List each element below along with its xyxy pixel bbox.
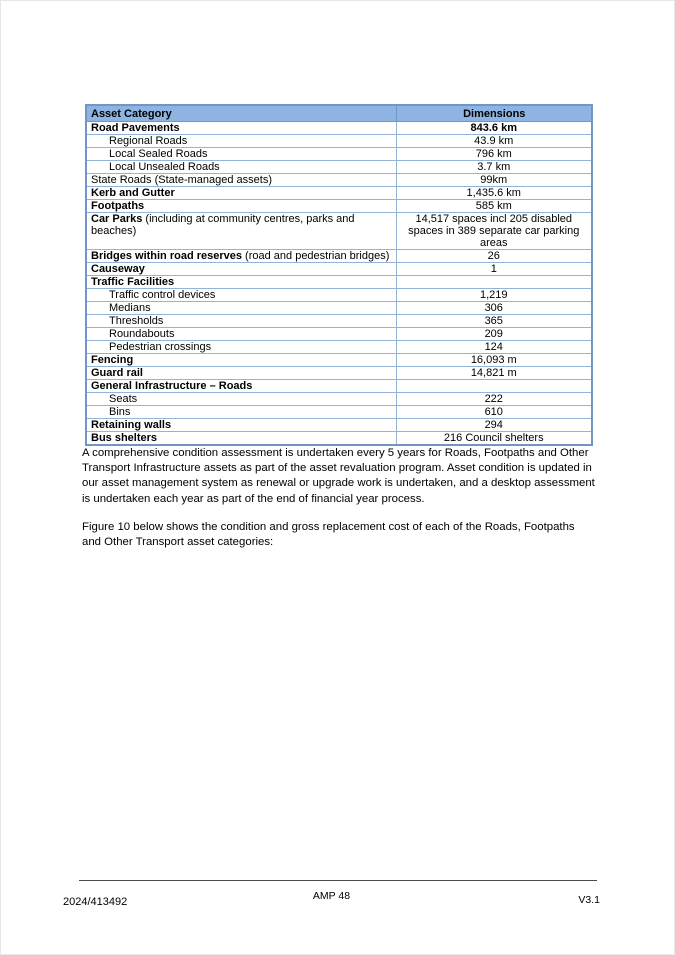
dimension-cell: 1 (396, 263, 592, 276)
dimension-cell: 365 (396, 315, 592, 328)
paragraph-figure-10-intro: Figure 10 below shows the condition and gross replacement cost of each of the Roads, Footpaths and Other Transport asset categories: (82, 520, 575, 549)
table-row (86, 263, 592, 276)
asset-category-cell: Causeway (86, 263, 396, 276)
asset-category-cell: Car Parks (including at community centres, parks and beaches) (86, 213, 396, 250)
table-row (86, 135, 592, 148)
dimension-cell: 3.7 km (396, 161, 592, 174)
dimension-cell (396, 380, 592, 393)
dimension-cell: 306 (396, 302, 592, 315)
asset-category-cell: Regional Roads (86, 135, 396, 148)
asset-table-body (86, 122, 592, 446)
table-row (86, 174, 592, 187)
footer-divider (79, 880, 597, 881)
asset-category-cell: Roundabouts (86, 328, 396, 341)
table-row (86, 289, 592, 302)
table-row (86, 200, 592, 213)
table-row (86, 302, 592, 315)
asset-category-header: Asset Category (86, 105, 396, 122)
table-row (86, 432, 592, 446)
asset-category-cell: Bridges within road reserves (road and pedestrian bridges) (86, 250, 396, 263)
asset-category-cell: General Infrastructure – Roads (86, 380, 396, 393)
dimensions-header: Dimensions (396, 105, 592, 122)
asset-category-cell: Road Pavements (86, 122, 396, 135)
table-row (86, 393, 592, 406)
dimension-cell: 585 km (396, 200, 592, 213)
asset-category-cell: Thresholds (86, 315, 396, 328)
asset-category-cell: Fencing (86, 354, 396, 367)
dimension-cell: 124 (396, 341, 592, 354)
table-row (86, 406, 592, 419)
asset-dimensions-table (85, 104, 593, 446)
table-row (86, 161, 592, 174)
dimension-cell: 16,093 m (396, 354, 592, 367)
table-row (86, 367, 592, 380)
table-row (86, 213, 592, 250)
asset-category-cell: Medians (86, 302, 396, 315)
dimension-cell: 14,821 m (396, 367, 592, 380)
asset-category-cell: Retaining walls (86, 419, 396, 432)
dimension-cell: 99km (396, 174, 592, 187)
asset-category-cell: Seats (86, 393, 396, 406)
asset-category-cell: Traffic control devices (86, 289, 396, 302)
table-row (86, 380, 592, 393)
asset-category-cell: Kerb and Gutter (86, 187, 396, 200)
dimension-cell: 222 (396, 393, 592, 406)
table-row (86, 354, 592, 367)
table-row (86, 315, 592, 328)
dimension-cell: 26 (396, 250, 592, 263)
table-row (86, 250, 592, 263)
asset-category-cell: Local Unsealed Roads (86, 161, 396, 174)
dimension-cell: 796 km (396, 148, 592, 161)
table-row (86, 341, 592, 354)
dimension-cell: 610 (396, 406, 592, 419)
dimension-cell: 294 (396, 419, 592, 432)
footer-center-label: AMP 48 (312, 890, 351, 902)
asset-category-cell: Bins (86, 406, 396, 419)
asset-category-cell: State Roads (State-managed assets) (86, 174, 396, 187)
dimension-cell: 1,219 (396, 289, 592, 302)
dimension-cell: 1,435.6 km (396, 187, 592, 200)
table-row (86, 328, 592, 341)
asset-category-cell: Traffic Facilities (86, 276, 396, 289)
asset-category-cell: Footpaths (86, 200, 396, 213)
table-row (86, 187, 592, 200)
table-row (86, 419, 592, 432)
footer-doc-number: 2024/413492 (63, 896, 128, 908)
asset-category-cell: Guard rail (86, 367, 396, 380)
footer-version: V3.1 (578, 894, 600, 906)
table-row (86, 148, 592, 161)
table-header-row (86, 105, 592, 122)
body-text (82, 446, 595, 563)
asset-category-cell: Local Sealed Roads (86, 148, 396, 161)
paragraph-condition-assessment: A comprehensive condition assessment is undertaken every 5 years for Roads, Footpaths and Other Transport Infrastructure assets as part of the asset revaluation program. Asset condition is updated in our asset management system as renewal or upgrade work is undertaken, and a desktop assessment is undertaken each year as part of the end of financial year process. (82, 447, 595, 505)
dimension-cell: 43.9 km (396, 135, 592, 148)
dimension-cell: 216 Council shelters (396, 432, 592, 446)
dimension-cell: 843.6 km (396, 122, 592, 135)
table-row (86, 276, 592, 289)
dimension-cell: 209 (396, 328, 592, 341)
asset-category-cell: Bus shelters (86, 432, 396, 446)
asset-category-cell: Pedestrian crossings (86, 341, 396, 354)
dimension-cell (396, 276, 592, 289)
dimension-cell: 14,517 spaces incl 205 disabled spaces in 389 separate car parking areas (396, 213, 592, 250)
table-row (86, 122, 592, 135)
